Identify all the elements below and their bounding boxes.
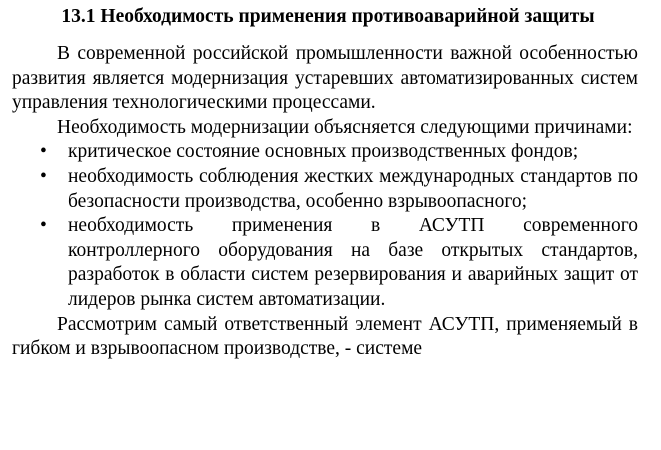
list-item [12, 165, 638, 214]
closing-paragraph: Рассмотрим самый ответственный элемент АСУТП, применяемый в гибком и взрывоопасном производстве, - системе [12, 313, 638, 360]
section-heading: 13.1 Необходимость применения противоаварийной защиты [61, 6, 595, 27]
list-item-text: необходимость применения в АСУТП современного контроллерного оборудования на базе открытых стандартов, разработок в области систем резервирования и аварийных защит от лидеров рынка систем автоматизации. [68, 215, 638, 310]
bullet-icon: • [40, 215, 47, 237]
list-item-text: необходимость соблюдения жестких международных стандартов по безопасности производства, особенно взрывоопасного; [68, 165, 638, 212]
reasons-list [12, 140, 638, 312]
bullet-icon: • [40, 141, 47, 163]
intro-paragraph: В современной российской промышленности важной особенностью развития является модернизация устаревших автоматизированных систем управления технологическими процессами. [12, 43, 638, 114]
list-item-text: критическое состояние основных производственных фондов; [68, 141, 579, 163]
list-item [12, 140, 638, 165]
bullet-icon: • [40, 165, 47, 187]
document-page [12, 0, 638, 362]
reasons-intro-paragraph: Необходимость модернизации объясняется следующими причинами: [57, 116, 633, 138]
list-item [12, 214, 638, 312]
